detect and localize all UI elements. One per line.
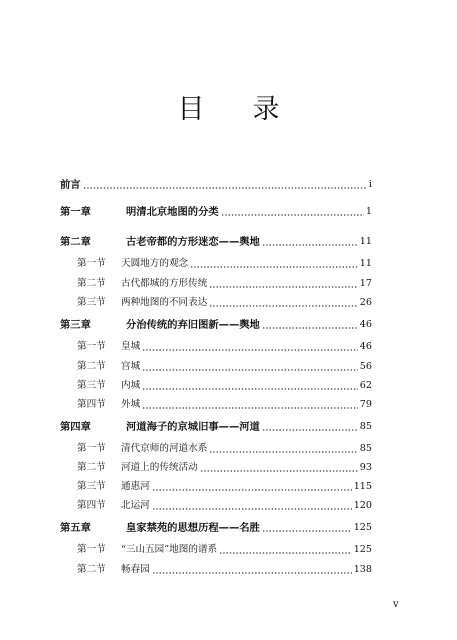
section-title: 外城	[121, 399, 141, 410]
section-title: 天圆地方的观念	[121, 258, 189, 269]
page-number: 120	[353, 500, 372, 511]
section-number: 第一节	[77, 443, 106, 454]
dot-leader	[209, 286, 357, 288]
page-number: 85	[359, 443, 372, 454]
dot-leader	[142, 407, 358, 409]
section-title: 古代都城的方形传统	[121, 278, 208, 289]
section-number: 第二节	[77, 278, 106, 289]
section-number: 第四节	[77, 399, 106, 410]
dot-leader	[209, 451, 357, 453]
dot-leader	[83, 187, 367, 189]
toc-chapter-entry[interactable]	[60, 521, 372, 535]
toc-section-entry[interactable]	[60, 379, 372, 393]
dot-leader	[142, 369, 358, 371]
page-number: 125	[353, 544, 372, 555]
section-title: 皇城	[121, 341, 141, 352]
toc-section-entry[interactable]	[60, 563, 372, 577]
section-title: 内城	[121, 380, 141, 391]
section-title: 畅春园	[121, 564, 150, 575]
section-number: 第一节	[77, 258, 106, 269]
page-number: 1	[365, 206, 372, 217]
page-number: 46	[359, 319, 372, 330]
section-title: 清代京师的河道水系	[121, 443, 208, 454]
section-number: 第一节	[77, 341, 106, 352]
page-number: 46	[359, 341, 372, 352]
section-title: 河道上的传统活动	[121, 462, 198, 473]
toc-section-entry[interactable]	[60, 296, 372, 310]
dot-leader	[262, 244, 358, 246]
toc-section-entry[interactable]	[60, 442, 372, 456]
toc-section-entry[interactable]	[60, 277, 372, 291]
section-number: 第二节	[77, 462, 106, 473]
section-number: 第三节	[77, 481, 106, 492]
page-number: 125	[353, 522, 372, 533]
toc-chapter-entry[interactable]	[60, 235, 372, 249]
dot-leader	[221, 214, 364, 216]
section-title: 北运河	[121, 500, 150, 511]
page-number: 115	[353, 481, 372, 492]
page-number: i	[368, 179, 372, 190]
section-title: 通惠河	[121, 481, 150, 492]
toc-chapter-entry[interactable]	[60, 318, 372, 332]
dot-leader	[190, 266, 358, 268]
dot-leader	[152, 489, 352, 491]
dot-leader	[142, 388, 358, 390]
section-title: “三山五园”地图的谱系	[121, 544, 218, 555]
page-number: 26	[359, 297, 372, 308]
chapter-number: 第三章	[60, 319, 91, 331]
title-char-1: 目	[177, 94, 205, 125]
chapter-title: 明清北京地图的分类	[126, 206, 219, 218]
toc-chapter-entry[interactable]	[60, 420, 372, 434]
section-number: 第二节	[77, 564, 106, 575]
page-number: 93	[359, 462, 372, 473]
page-number: 11	[359, 258, 372, 269]
toc-section-entry[interactable]	[60, 340, 372, 354]
dot-leader	[262, 327, 358, 329]
section-number: 第一节	[77, 544, 106, 555]
toc-section-entry[interactable]	[60, 257, 372, 271]
section-title: 宫城	[121, 361, 141, 372]
title-char-2: 录	[252, 94, 280, 125]
page-number: 62	[359, 380, 372, 391]
dot-leader	[262, 429, 358, 431]
toc-section-entry[interactable]	[60, 398, 372, 412]
chapter-number: 第一章	[60, 206, 91, 218]
chapter-title: 前言	[60, 179, 81, 191]
dot-leader	[200, 470, 358, 472]
page-number: 138	[353, 564, 372, 575]
section-number: 第二节	[77, 361, 106, 372]
chapter-title: 皇家禁苑的思想历程——名胜	[126, 522, 260, 534]
section-title: 两种地图的不同表达	[121, 297, 208, 308]
page-number: 79	[359, 399, 372, 410]
toc-section-entry[interactable]	[60, 480, 372, 494]
chapter-number: 第四章	[60, 421, 91, 433]
page-number: 17	[359, 278, 372, 289]
section-number: 第四节	[77, 500, 106, 511]
toc-section-entry[interactable]	[60, 360, 372, 374]
dot-leader	[219, 552, 352, 554]
toc-section-entry[interactable]	[60, 499, 372, 513]
page-number: 85	[359, 421, 372, 432]
dot-leader	[142, 349, 358, 351]
chapter-number: 第五章	[60, 522, 91, 534]
section-number: 第三节	[77, 297, 106, 308]
toc-section-entry[interactable]	[60, 461, 372, 475]
chapter-title: 分治传统的弃旧图新——舆地	[126, 319, 260, 331]
dot-leader	[152, 508, 352, 510]
dot-leader	[152, 572, 352, 574]
toc-section-entry[interactable]	[60, 543, 372, 557]
section-number: 第三节	[77, 380, 106, 391]
dot-leader	[262, 530, 352, 532]
chapter-number: 第二章	[60, 236, 91, 248]
dot-leader	[209, 305, 357, 307]
page-folio: v	[393, 599, 399, 610]
page-number: 11	[359, 236, 372, 247]
toc-chapter-entry[interactable]	[60, 178, 372, 192]
chapter-title: 古老帝都的方形迷恋——舆地	[126, 236, 260, 248]
page-number: 56	[359, 361, 372, 372]
chapter-title: 河道海子的京城旧事——河道	[126, 421, 260, 433]
page-title	[0, 87, 457, 126]
toc-chapter-entry[interactable]	[60, 205, 372, 219]
